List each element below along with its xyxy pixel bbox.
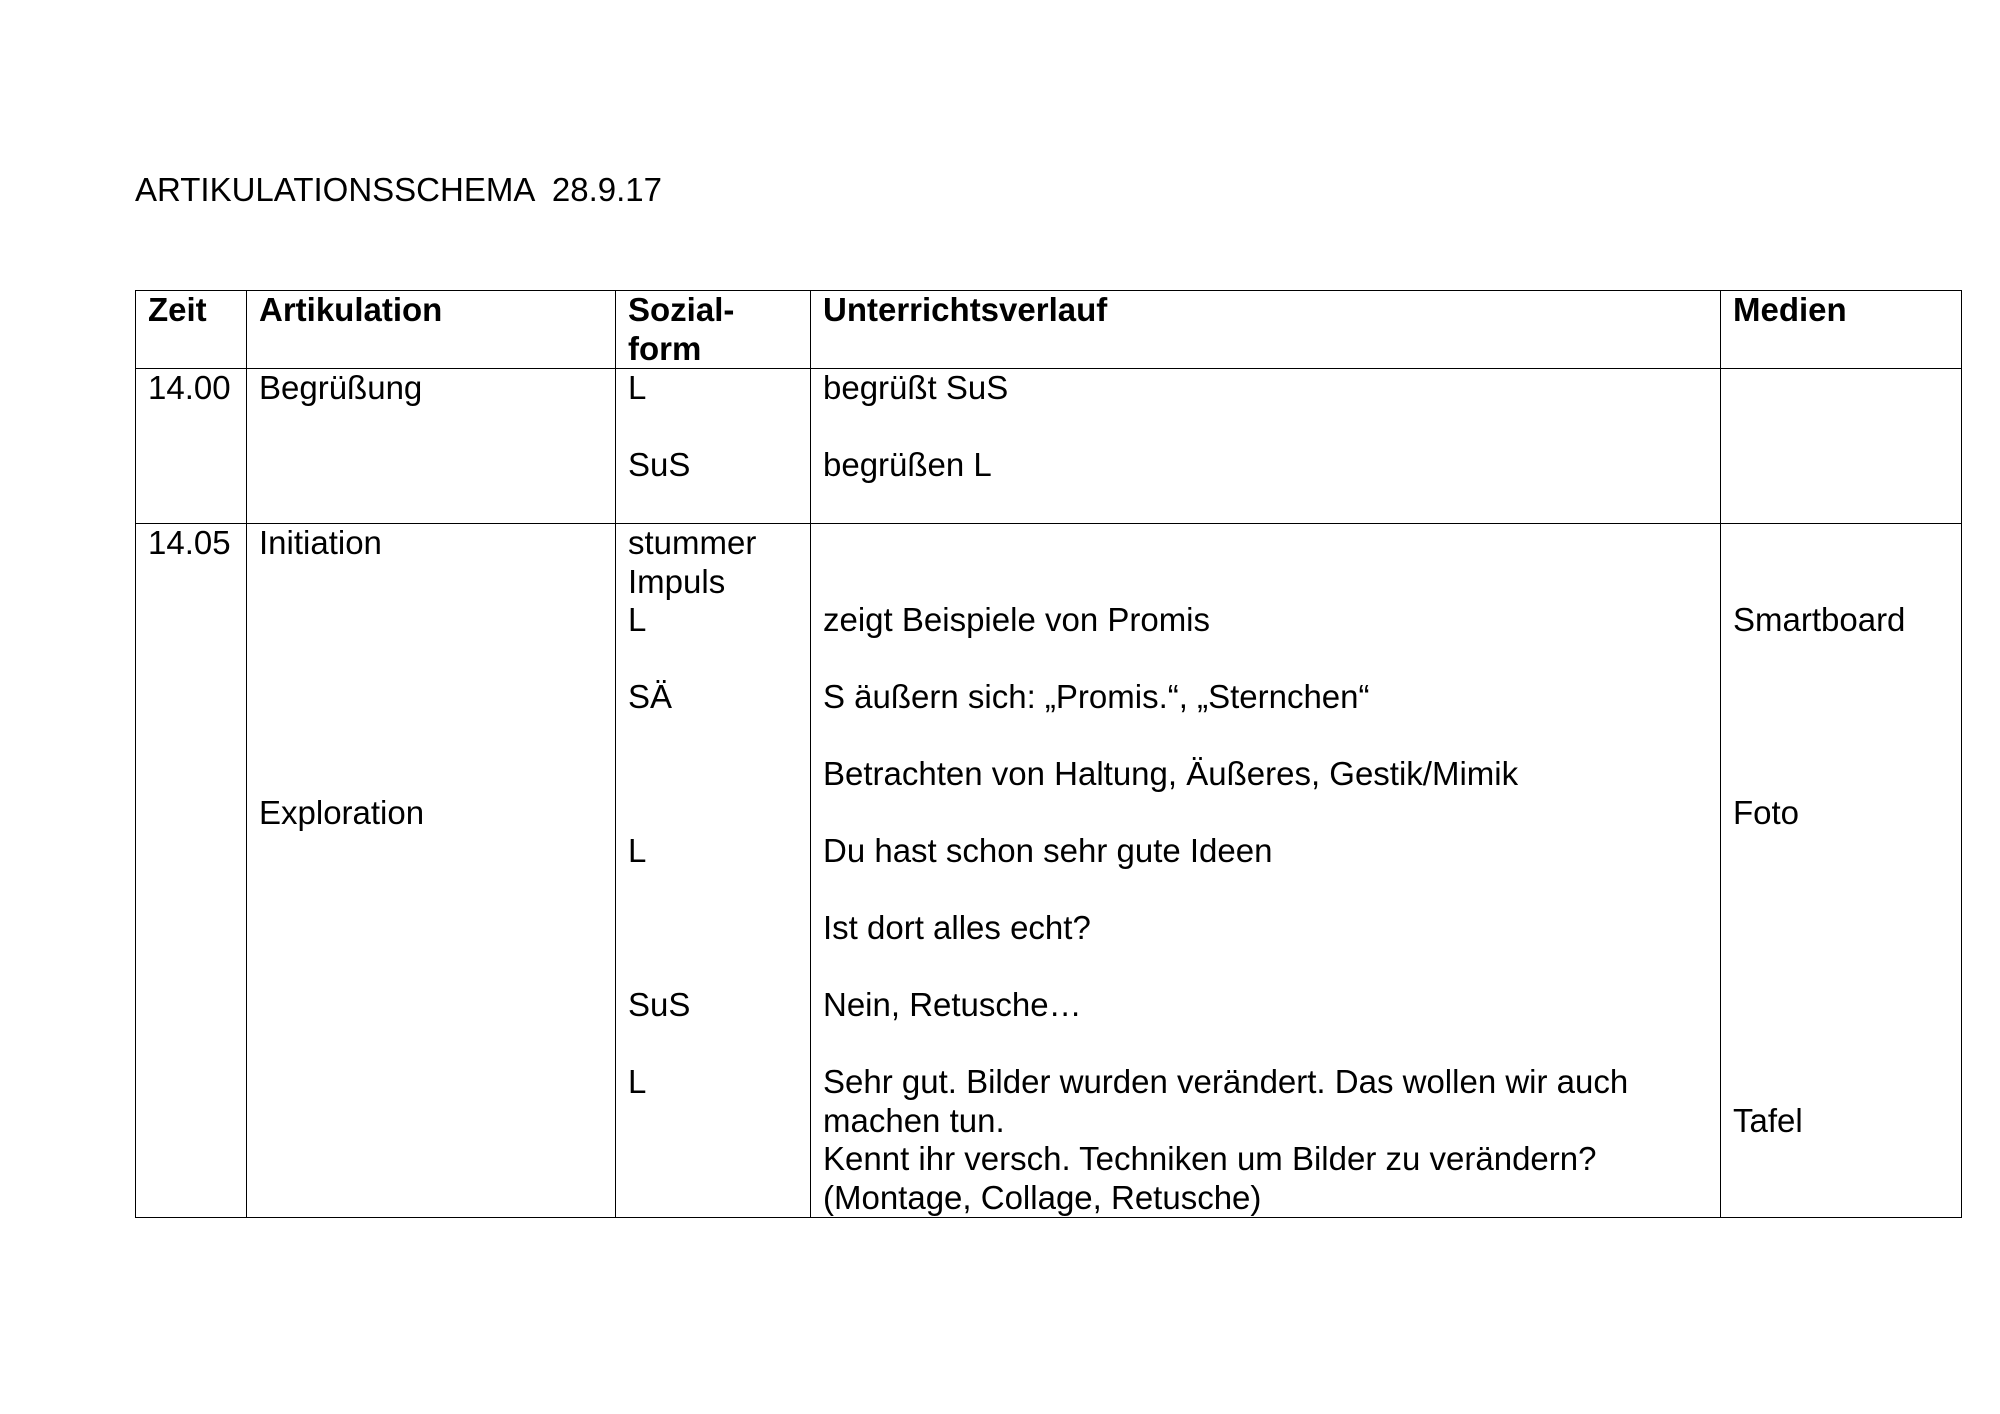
cell-line: Ist dort alles echt? — [823, 909, 1091, 946]
cell-line: stummer — [628, 524, 757, 561]
cell-zeit: 14.00 — [136, 369, 247, 524]
cell-line — [1733, 640, 1949, 679]
cell-line — [259, 678, 603, 717]
cell-line — [823, 871, 1708, 910]
cell-line: L — [628, 601, 647, 638]
header-sozialform — [616, 291, 811, 369]
cell-line — [823, 948, 1708, 987]
cell-line — [1733, 755, 1949, 794]
cell-line — [628, 408, 798, 447]
cell-sozialform — [616, 369, 811, 524]
cell-line: Kennt ihr versch. Techniken um Bilder zu verändern? — [823, 1140, 1597, 1177]
cell-line — [1733, 717, 1949, 756]
cell-sozialform — [616, 524, 811, 1218]
cell-line — [823, 563, 1708, 602]
cell-line: zeigt Beispiele von Promis — [823, 601, 1211, 638]
cell-artikulation — [247, 524, 616, 1218]
cell-line — [628, 794, 798, 833]
cell-line: begrüßen L — [823, 446, 992, 483]
cell-line — [628, 717, 798, 756]
cell-line — [1733, 832, 1949, 871]
cell-line: Nein, Retusche… — [823, 986, 1082, 1023]
header-zeit: Zeit — [136, 291, 247, 369]
cell-line — [259, 755, 603, 794]
cell-line — [1733, 678, 1949, 717]
cell-line — [1733, 948, 1949, 987]
cell-line — [1733, 871, 1949, 910]
cell-line: Begrüßung — [259, 369, 423, 406]
cell-line — [1733, 986, 1949, 1025]
cell-line: Sehr gut. Bilder wurden verändert. Das wollen wir auch — [823, 1063, 1629, 1100]
table-row — [136, 524, 1962, 1218]
cell-line — [1733, 563, 1949, 602]
table-header-row — [136, 291, 1962, 369]
cell-line: Betrachten von Haltung, Äußeres, Gestik/Mimik — [823, 755, 1519, 792]
header-sozialform-line: form — [628, 329, 702, 367]
cell-line: (Montage, Collage, Retusche) — [823, 1178, 1262, 1216]
cell-unterrichtsverlauf — [811, 524, 1721, 1218]
cell-line: Tafel — [1733, 1101, 1803, 1139]
cell-artikulation — [247, 369, 616, 524]
cell-line — [628, 948, 798, 987]
cell-unterrichtsverlauf — [811, 369, 1721, 524]
header-unterrichtsverlauf: Unterrichtsverlauf — [811, 291, 1721, 369]
cell-line: Smartboard — [1733, 601, 1906, 638]
header-artikulation: Artikulation — [247, 291, 616, 369]
cell-line: Du hast schon sehr gute Ideen — [823, 832, 1273, 869]
cell-line — [259, 640, 603, 679]
cell-line — [259, 563, 603, 602]
cell-line: Exploration — [259, 793, 425, 831]
cell-line — [628, 871, 798, 910]
cell-line — [1733, 524, 1949, 563]
table-row — [136, 369, 1962, 524]
cell-line — [823, 794, 1708, 833]
header-sozialform-line: Sozial- — [628, 291, 735, 328]
cell-line: Initiation — [259, 524, 382, 561]
cell-line — [823, 640, 1708, 679]
cell-line — [1733, 909, 1949, 948]
cell-line: machen tun. — [823, 1101, 1005, 1139]
cell-line — [628, 909, 798, 948]
cell-line: S äußern sich: „Promis.“, „Sternchen“ — [823, 678, 1370, 715]
cell-line — [823, 408, 1708, 447]
cell-line: SuS — [628, 446, 691, 483]
cell-line: SÄ — [628, 678, 673, 715]
header-medien: Medien — [1721, 291, 1962, 369]
cell-line: Impuls — [628, 562, 726, 600]
document-title: ARTIKULATIONSSCHEMA 28.9.17 — [135, 171, 662, 208]
cell-line: SuS — [628, 986, 691, 1023]
cell-line — [823, 1025, 1708, 1064]
cell-line — [259, 717, 603, 756]
cell-line — [1733, 1025, 1949, 1064]
articulation-table — [135, 290, 1962, 1218]
cell-line — [628, 640, 798, 679]
cell-line: L — [628, 1063, 647, 1100]
cell-medien — [1721, 524, 1962, 1218]
cell-line — [823, 524, 1708, 563]
cell-zeit: 14.05 — [136, 524, 247, 1218]
cell-line — [628, 755, 798, 794]
cell-line: begrüßt SuS — [823, 369, 1009, 406]
cell-line — [259, 601, 603, 640]
cell-medien — [1721, 369, 1962, 524]
cell-line — [1733, 1063, 1949, 1102]
cell-line — [628, 1025, 798, 1064]
cell-line: L — [628, 369, 647, 406]
cell-line — [823, 717, 1708, 756]
cell-line: L — [628, 832, 647, 869]
cell-line: Foto — [1733, 793, 1800, 831]
